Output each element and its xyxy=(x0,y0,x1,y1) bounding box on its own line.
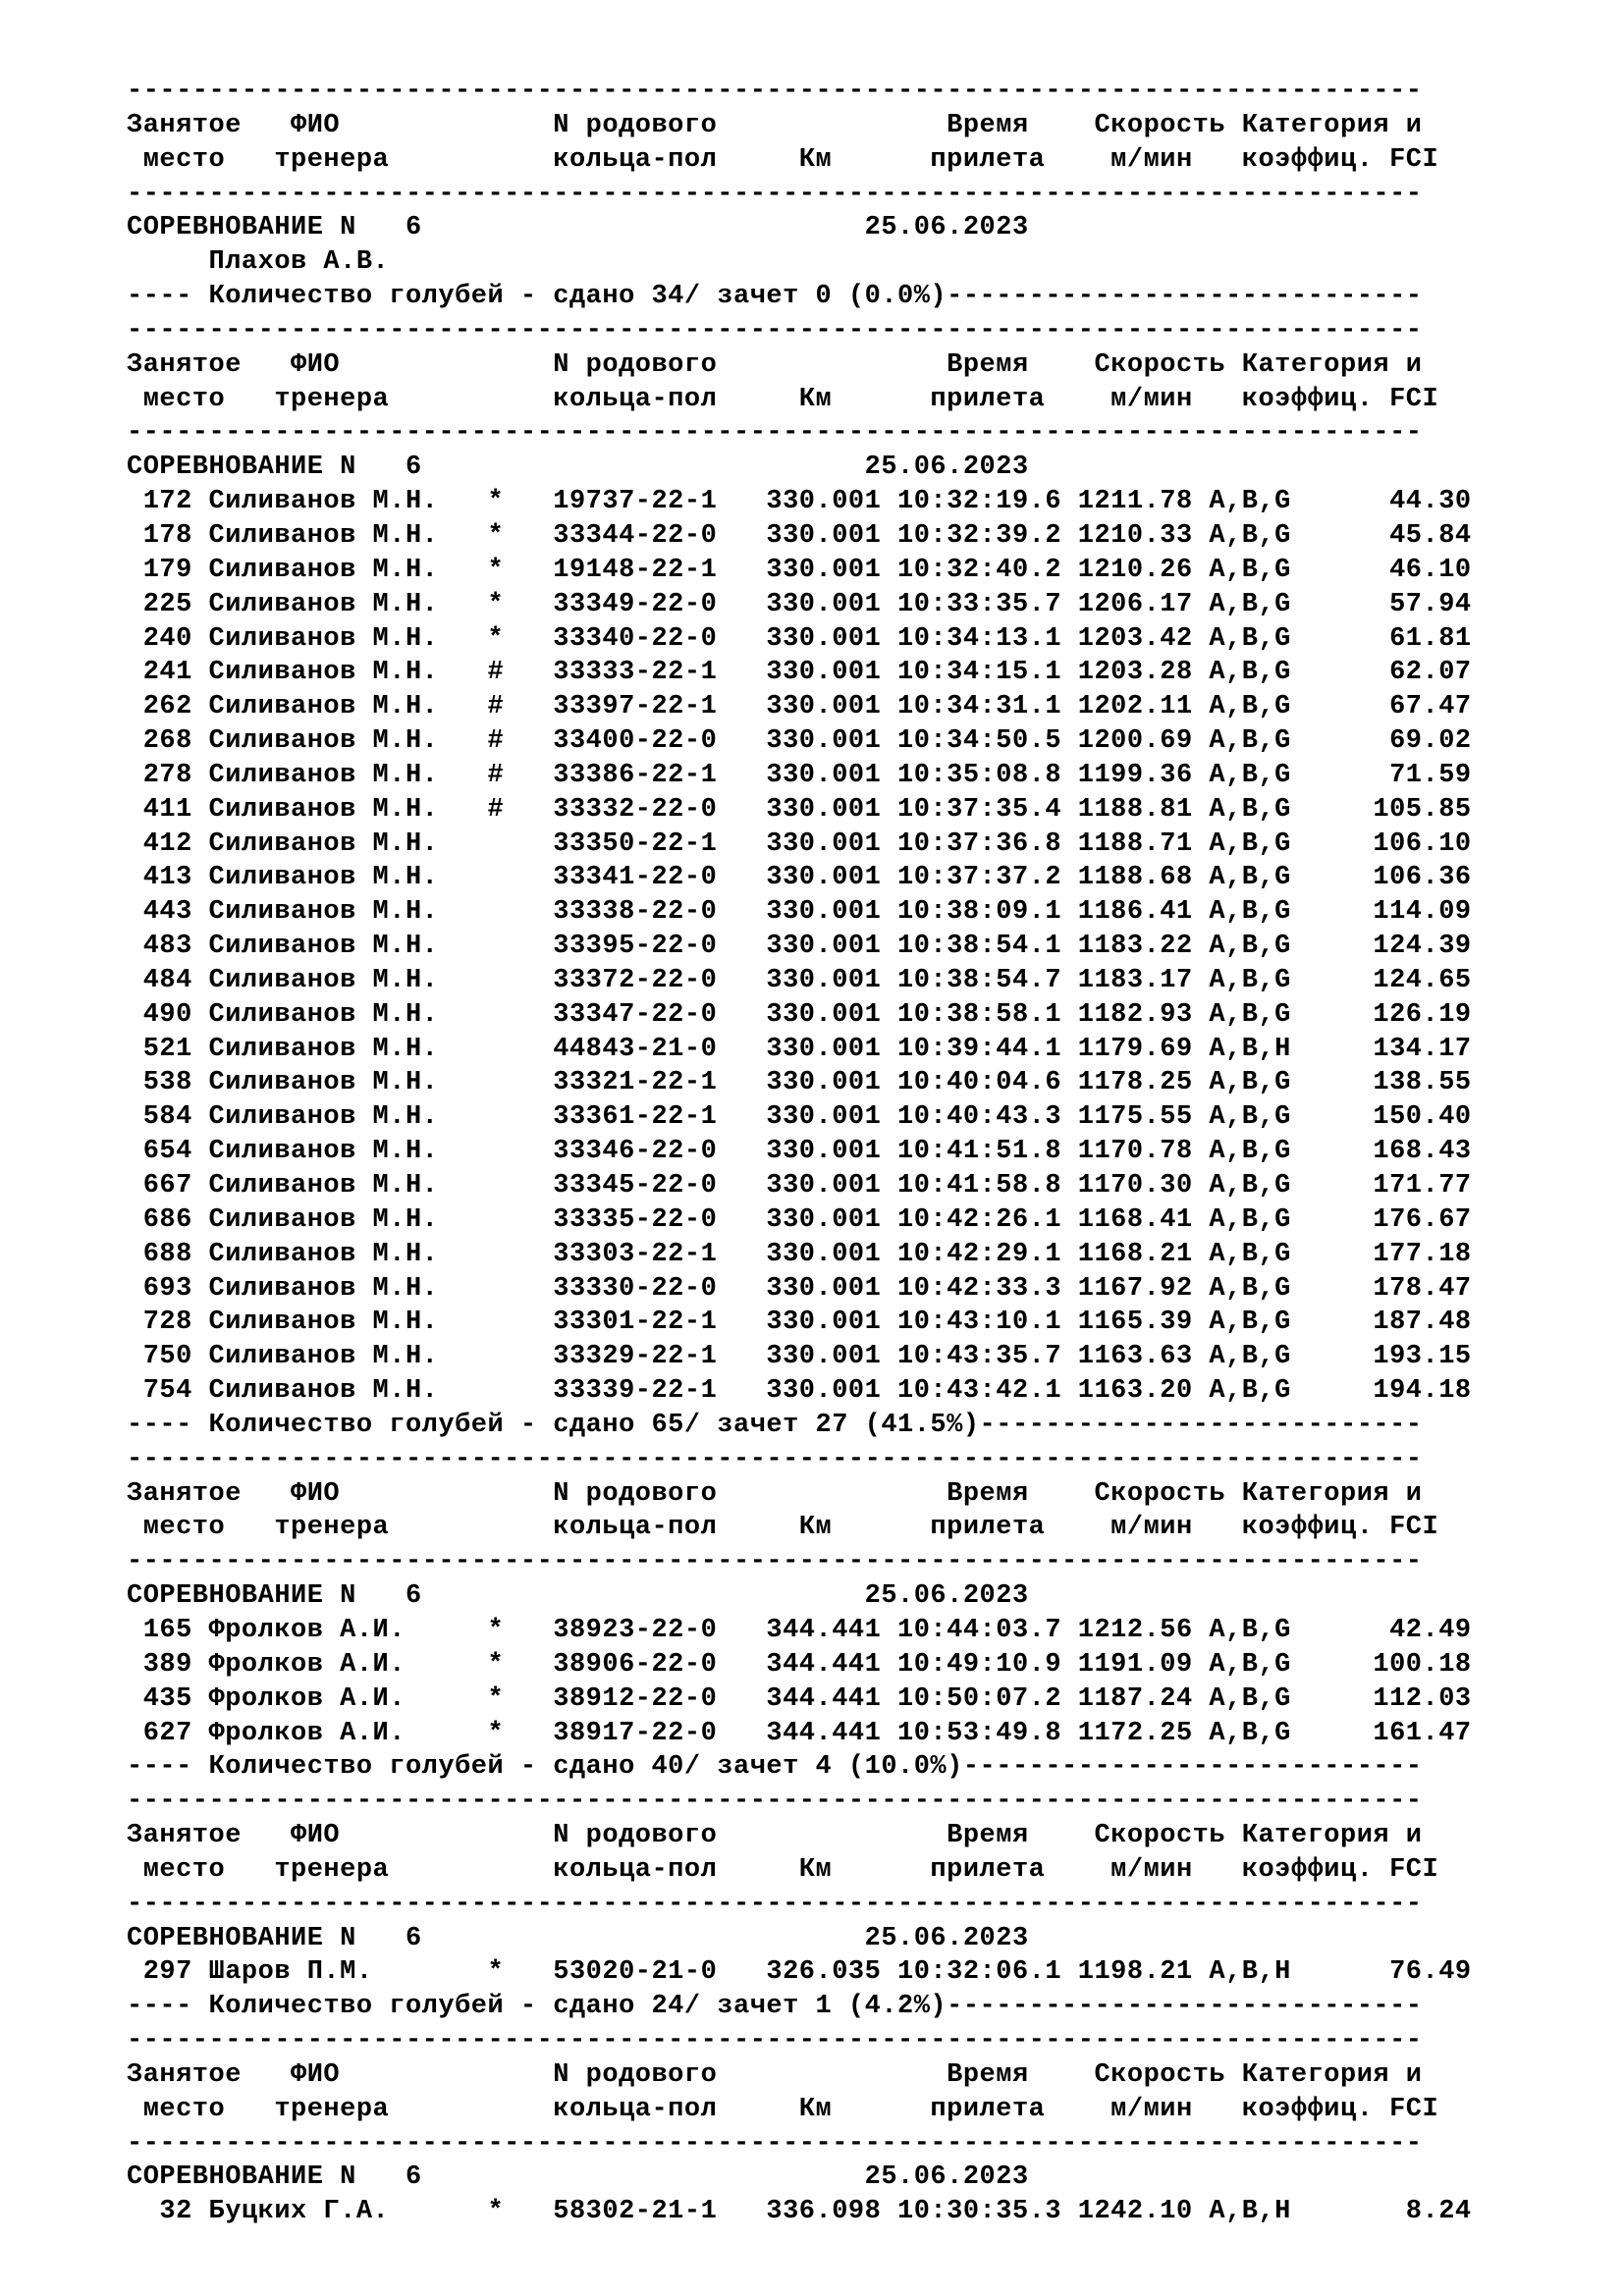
result-row: 225 Силиванов М.Н. * 33349-22-0 330.001 10:33:35.7 1206.17 A,B,G 57.94 xyxy=(127,589,1472,619)
separator-line: ------------------------------------------------------------------------------- xyxy=(127,2026,1423,2056)
result-row: 584 Силиванов М.Н. 33361-22-1 330.001 10:40:43.3 1175.55 A,B,G 150.40 xyxy=(127,1102,1472,1133)
result-row: 627 Фролков А.И. * 38917-22-0 344.441 10:53:49.8 1172.25 A,B,G 161.47 xyxy=(127,1718,1472,1748)
header-line-2: место тренера кольца-пол Км прилета м/мин коэффиц. FCI xyxy=(127,1513,1439,1543)
result-row: 667 Силиванов М.Н. 33345-22-0 330.001 10:41:58.8 1170.30 A,B,G 171.77 xyxy=(127,1171,1472,1201)
result-row: 490 Силиванов М.Н. 33347-22-0 330.001 10:38:58.1 1182.93 A,B,G 126.19 xyxy=(127,999,1472,1030)
result-row: 262 Силиванов М.Н. # 33397-22-1 330.001 10:34:31.1 1202.11 A,B,G 67.47 xyxy=(127,692,1472,722)
result-row: 172 Силиванов М.Н. * 19737-22-1 330.001 10:32:19.6 1211.78 A,B,G 44.30 xyxy=(127,487,1472,517)
result-row: 411 Силиванов М.Н. # 33332-22-0 330.001 10:37:35.4 1188.81 A,B,G 105.85 xyxy=(127,794,1472,825)
results-sheet xyxy=(127,75,1599,2229)
header-line-1: Занятое ФИО N родового Время Скорость Категория и xyxy=(127,2059,1423,2090)
result-row: 443 Силиванов М.Н. 33338-22-0 330.001 10:38:09.1 1186.41 A,B,G 114.09 xyxy=(127,897,1472,928)
result-row: 686 Силиванов М.Н. 33335-22-0 330.001 10:42:26.1 1168.41 A,B,G 176.67 xyxy=(127,1204,1472,1235)
header-line-1: Занятое ФИО N родового Время Скорость Категория и xyxy=(127,1478,1423,1509)
result-row: 179 Силиванов М.Н. * 19148-22-1 330.001 10:32:40.2 1210.26 A,B,G 46.10 xyxy=(127,555,1472,585)
result-row: 297 Шаров П.М. * 53020-21-0 326.035 10:32:06.1 1198.21 A,B,H 76.49 xyxy=(127,1957,1472,1988)
result-row: 688 Силиванов М.Н. 33303-22-1 330.001 10:42:29.1 1168.21 A,B,G 177.18 xyxy=(127,1239,1472,1269)
separator-line: ------------------------------------------------------------------------------- xyxy=(127,315,1423,346)
separator-line: ------------------------------------------------------------------------------- xyxy=(127,77,1423,106)
separator-line: ------------------------------------------------------------------------------- xyxy=(127,2128,1423,2159)
result-row: 32 Буцких Г.А. * 58302-21-1 336.098 10:30:35.3 1242.10 A,B,H 8.24 xyxy=(127,2197,1472,2227)
section-title: СОРЕВНОВАНИЕ N 6 25.06.2023 xyxy=(127,213,1029,243)
result-row: 278 Силиванов М.Н. # 33386-22-1 330.001 10:35:08.8 1199.36 A,B,G 71.59 xyxy=(127,760,1472,790)
section-title: СОРЕВНОВАНИЕ N 6 25.06.2023 xyxy=(127,1923,1029,1953)
result-row: 268 Силиванов М.Н. # 33400-22-0 330.001 10:34:50.5 1200.69 A,B,G 69.02 xyxy=(127,726,1472,757)
result-row: 178 Силиванов М.Н. * 33344-22-0 330.001 10:32:39.2 1210.33 A,B,G 45.84 xyxy=(127,520,1472,551)
section-title: СОРЕВНОВАНИЕ N 6 25.06.2023 xyxy=(127,453,1029,483)
section-summary: ---- Количество голубей - сдано 34/ зачет 0 (0.0%)----------------------------- xyxy=(127,282,1423,312)
header-line-1: Занятое ФИО N родового Время Скорость Категория и xyxy=(127,349,1423,380)
result-row: 240 Силиванов М.Н. * 33340-22-0 330.001 10:34:13.1 1203.42 A,B,G 61.81 xyxy=(127,623,1472,654)
result-row: 389 Фролков А.И. * 38906-22-0 344.441 10:49:10.9 1191.09 A,B,G 100.18 xyxy=(127,1649,1472,1680)
separator-line: ------------------------------------------------------------------------------- xyxy=(127,1444,1423,1474)
result-row: 413 Силиванов М.Н. 33341-22-0 330.001 10:37:37.2 1188.68 A,B,G 106.36 xyxy=(127,863,1472,893)
section-title: СОРЕВНОВАНИЕ N 6 25.06.2023 xyxy=(127,1581,1029,1612)
result-row: 750 Силиванов М.Н. 33329-22-1 330.001 10:43:35.7 1163.63 A,B,G 193.15 xyxy=(127,1342,1472,1372)
section-summary: ---- Количество голубей - сдано 65/ зачет 27 (41.5%)--------------------------- xyxy=(127,1410,1423,1440)
result-row: 538 Силиванов М.Н. 33321-22-1 330.001 10:40:04.6 1178.25 A,B,G 138.55 xyxy=(127,1068,1472,1098)
result-row: 754 Силиванов М.Н. 33339-22-1 330.001 10:43:42.1 1163.20 A,B,G 194.18 xyxy=(127,1376,1472,1407)
separator-line: ------------------------------------------------------------------------------- xyxy=(127,1787,1423,1817)
separator-line: ------------------------------------------------------------------------------- xyxy=(127,1889,1423,1919)
result-row: 693 Силиванов М.Н. 33330-22-0 330.001 10:42:33.3 1167.92 A,B,G 178.47 xyxy=(127,1273,1472,1304)
result-row: 654 Силиванов М.Н. 33346-22-0 330.001 10:41:51.8 1170.78 A,B,G 168.43 xyxy=(127,1137,1472,1167)
result-row: 241 Силиванов М.Н. # 33333-22-1 330.001 10:34:15.1 1203.28 A,B,G 62.07 xyxy=(127,658,1472,688)
separator-line: ------------------------------------------------------------------------------- xyxy=(127,179,1423,209)
result-row: 165 Фролков А.И. * 38923-22-0 344.441 10:44:03.7 1212.56 A,B,G 42.49 xyxy=(127,1615,1472,1645)
header-line-2: место тренера кольца-пол Км прилета м/мин коэффиц. FCI xyxy=(127,1854,1439,1885)
trainer-name: Плахов А.В. xyxy=(127,247,390,278)
result-row: 484 Силиванов М.Н. 33372-22-0 330.001 10:38:54.7 1183.17 A,B,G 124.65 xyxy=(127,965,1472,995)
header-line-2: место тренера кольца-пол Км прилета м/мин коэффиц. FCI xyxy=(127,144,1439,175)
separator-line: ------------------------------------------------------------------------------- xyxy=(127,1547,1423,1577)
result-row: 435 Фролков А.И. * 38912-22-0 344.441 10:50:07.2 1187.24 A,B,G 112.03 xyxy=(127,1683,1472,1714)
separator-line: ------------------------------------------------------------------------------- xyxy=(127,418,1423,449)
result-row: 728 Силиванов М.Н. 33301-22-1 330.001 10:43:10.1 1165.39 A,B,G 187.48 xyxy=(127,1308,1472,1338)
result-row: 412 Силиванов М.Н. 33350-22-1 330.001 10:37:36.8 1188.71 A,B,G 106.10 xyxy=(127,828,1472,859)
result-row: 483 Силиванов М.Н. 33395-22-0 330.001 10:38:54.1 1183.22 A,B,G 124.39 xyxy=(127,932,1472,962)
header-line-1: Занятое ФИО N родового Время Скорость Категория и xyxy=(127,1821,1423,1851)
section-summary: ---- Количество голубей - сдано 40/ зачет 4 (10.0%)---------------------------- xyxy=(127,1752,1423,1783)
section-title: СОРЕВНОВАНИЕ N 6 25.06.2023 xyxy=(127,2163,1029,2193)
result-row: 521 Силиванов М.Н. 44843-21-0 330.001 10:39:44.1 1179.69 A,B,H 134.17 xyxy=(127,1034,1472,1064)
header-line-1: Занятое ФИО N родового Время Скорость Категория и xyxy=(127,110,1423,140)
section-summary: ---- Количество голубей - сдано 24/ зачет 1 (4.2%)----------------------------- xyxy=(127,1992,1423,2022)
header-line-2: место тренера кольца-пол Км прилета м/мин коэффиц. FCI xyxy=(127,2094,1439,2124)
header-line-2: место тренера кольца-пол Км прилета м/мин коэффиц. FCI xyxy=(127,384,1439,414)
